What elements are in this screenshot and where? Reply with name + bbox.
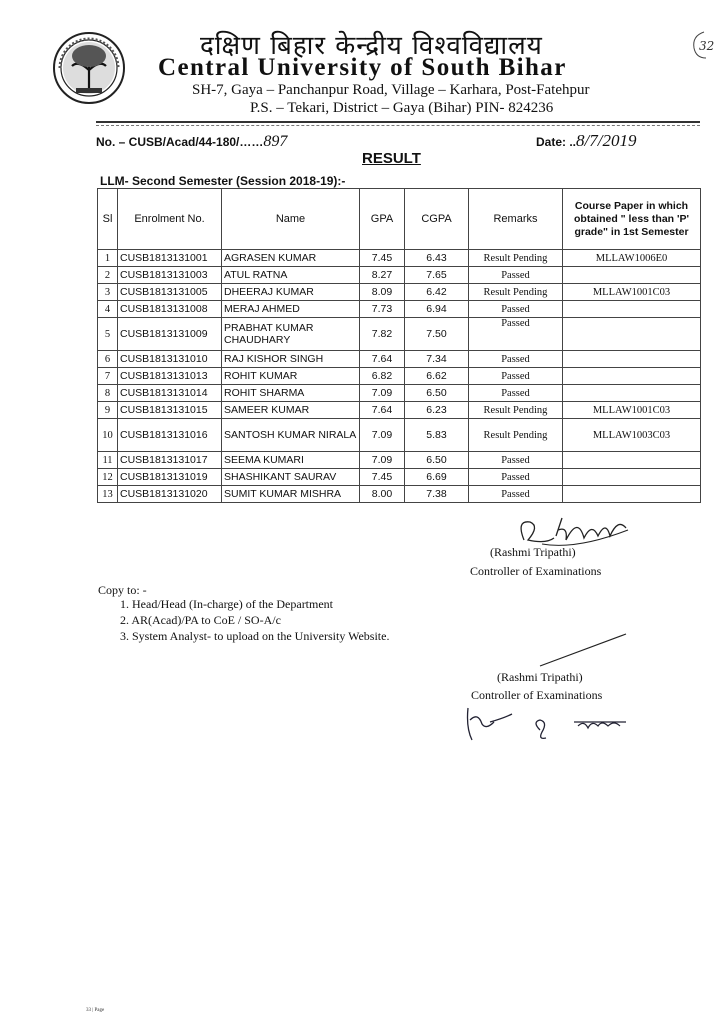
cell-enrolment: CUSB1813131016 (118, 419, 222, 452)
header-gpa: GPA (360, 189, 405, 250)
cell-sl: 5 (98, 318, 118, 351)
cell-gpa: 7.45 (360, 469, 405, 486)
cell-gpa: 8.27 (360, 267, 405, 284)
copy-to-list (120, 596, 389, 644)
header-enrolment: Enrolment No. (118, 189, 222, 250)
cell-cgpa: 6.69 (405, 469, 469, 486)
cell-remarks: Passed (469, 318, 563, 351)
corner-mark-text: 32 (699, 39, 715, 53)
cell-sl: 6 (98, 351, 118, 368)
header-divider (96, 121, 700, 123)
cell-remarks: Passed (469, 452, 563, 469)
cell-remarks: Result Pending (469, 284, 563, 301)
address-line-2: P.S. – Tekari, District – Gaya (Bihar) PIN- 824236 (250, 100, 554, 116)
cell-gpa: 7.45 (360, 250, 405, 267)
signatory-designation-2: Controller of Examinations (471, 688, 603, 702)
cell-remarks: Passed (469, 486, 563, 503)
reference-prefix: No. – CUSB/Acad/44-180/…… (96, 135, 264, 149)
signatory-designation: Controller of Examinations (470, 564, 602, 578)
list-item: 2. AR(Acad)/PA to CoE / SO-A/c (120, 613, 281, 627)
cell-course-paper (563, 486, 701, 503)
table-row (98, 452, 701, 469)
cell-enrolment: CUSB1813131010 (118, 351, 222, 368)
table-row (98, 250, 701, 267)
cell-name: SHASHIKANT SAURAV (222, 469, 360, 486)
cell-gpa: 6.82 (360, 368, 405, 385)
header-course-paper: Course Paper in which obtained " less than 'P' grade" in 1st Semester (563, 189, 701, 250)
handwritten-page-number (690, 30, 720, 60)
cell-gpa: 7.09 (360, 452, 405, 469)
cell-sl: 9 (98, 402, 118, 419)
cell-enrolment: CUSB1813131013 (118, 368, 222, 385)
cell-sl: 7 (98, 368, 118, 385)
cell-enrolment: CUSB1813131015 (118, 402, 222, 419)
address-line-1: SH-7, Gaya – Panchanpur Road, Village – Karhara, Post-Fatehpur (192, 82, 590, 98)
reference-handwritten-number: 897 (263, 133, 288, 150)
cell-cgpa: 7.65 (405, 267, 469, 284)
signatory-name: (Rashmi Tripathi) (490, 545, 576, 559)
cell-course-paper (563, 267, 701, 284)
cell-course-paper: MLLAW1001C03 (563, 402, 701, 419)
cell-remarks: Result Pending (469, 419, 563, 452)
cell-name: SANTOSH KUMAR NIRALA (222, 419, 360, 452)
cell-cgpa: 6.43 (405, 250, 469, 267)
cell-cgpa: 6.50 (405, 452, 469, 469)
cell-enrolment: CUSB1813131005 (118, 284, 222, 301)
cell-gpa: 7.64 (360, 351, 405, 368)
cell-gpa: 7.73 (360, 301, 405, 318)
cell-sl: 3 (98, 284, 118, 301)
date-handwritten: 8/7/2019 (576, 131, 637, 150)
result-table (97, 188, 701, 503)
cell-sl: 11 (98, 452, 118, 469)
cell-remarks: Passed (469, 351, 563, 368)
cell-remarks: Passed (469, 368, 563, 385)
university-name-english: Central University of South Bihar (158, 54, 567, 81)
cell-name: AGRASEN KUMAR (222, 250, 360, 267)
copy-to-label: Copy to: - (98, 583, 147, 597)
header-divider-dotted (96, 125, 700, 126)
table-row (98, 318, 701, 351)
cell-cgpa: 5.83 (405, 419, 469, 452)
page-title: RESULT (362, 150, 421, 167)
table-row (98, 486, 701, 503)
cell-enrolment: CUSB1813131009 (118, 318, 222, 351)
cell-gpa: 7.82 (360, 318, 405, 351)
cell-gpa: 8.00 (360, 486, 405, 503)
list-item: 1. Head/Head (In-charge) of the Department (120, 597, 334, 611)
cell-cgpa: 7.34 (405, 351, 469, 368)
university-name-hindi: दक्षिण बिहार केन्द्रीय विश्वविद्यालय (200, 31, 543, 61)
header-cgpa: CGPA (405, 189, 469, 250)
initials-scribble (460, 700, 640, 750)
cell-course-paper (563, 469, 701, 486)
header-name: Name (222, 189, 360, 250)
cell-remarks: Result Pending (469, 250, 563, 267)
cell-name: ATUL RATNA (222, 267, 360, 284)
cell-name: ROHIT KUMAR (222, 368, 360, 385)
cell-gpa: 7.64 (360, 402, 405, 419)
table-row (98, 469, 701, 486)
cell-name: SUMIT KUMAR MISHRA (222, 486, 360, 503)
cell-enrolment: CUSB1813131008 (118, 301, 222, 318)
header-remarks: Remarks (469, 189, 563, 250)
cell-name: MERAJ AHMED (222, 301, 360, 318)
cell-course-paper (563, 385, 701, 402)
cell-enrolment: CUSB1813131017 (118, 452, 222, 469)
cell-remarks: Passed (469, 267, 563, 284)
list-item: 3. System Analyst- to upload on the University Website. (120, 629, 390, 643)
cell-cgpa: 6.50 (405, 385, 469, 402)
table-row (98, 301, 701, 318)
cell-sl: 4 (98, 301, 118, 318)
cell-sl: 12 (98, 469, 118, 486)
cell-cgpa: 7.38 (405, 486, 469, 503)
cell-course-paper (563, 351, 701, 368)
cell-name: SEEMA KUMARI (222, 452, 360, 469)
cell-name: SAMEER KUMAR (222, 402, 360, 419)
cell-course-paper (563, 318, 701, 351)
cell-name: DHEERAJ KUMAR (222, 284, 360, 301)
cell-remarks: Passed (469, 385, 563, 402)
signature-stroke (538, 630, 628, 670)
page-footer: 33 | Page (86, 1008, 105, 1013)
cell-enrolment: CUSB1813131020 (118, 486, 222, 503)
cell-enrolment: CUSB1813131019 (118, 469, 222, 486)
table-row (98, 284, 701, 301)
cell-remarks: Passed (469, 469, 563, 486)
table-row (98, 402, 701, 419)
table-row (98, 419, 701, 452)
cell-cgpa: 6.62 (405, 368, 469, 385)
cell-sl: 1 (98, 250, 118, 267)
table-row (98, 267, 701, 284)
signatory-name-2: (Rashmi Tripathi) (497, 670, 583, 684)
cell-name: RAJ KISHOR SINGH (222, 351, 360, 368)
table-row (98, 368, 701, 385)
cell-sl: 2 (98, 267, 118, 284)
cell-gpa: 7.09 (360, 385, 405, 402)
cell-course-paper (563, 452, 701, 469)
cell-cgpa: 7.50 (405, 318, 469, 351)
cell-sl: 13 (98, 486, 118, 503)
cell-sl: 10 (98, 419, 118, 452)
cell-cgpa: 6.23 (405, 402, 469, 419)
table-header-row (98, 189, 701, 250)
cell-course-paper (563, 301, 701, 318)
document-date (536, 131, 636, 151)
cell-sl: 8 (98, 385, 118, 402)
table-row (98, 351, 701, 368)
cell-name: PRABHAT KUMAR CHAUDHARY (222, 318, 360, 351)
reference-number (96, 133, 287, 151)
cell-remarks: Passed (469, 301, 563, 318)
cell-enrolment: CUSB1813131001 (118, 250, 222, 267)
cell-gpa: 7.09 (360, 419, 405, 452)
cell-enrolment: CUSB1813131014 (118, 385, 222, 402)
cell-remarks: Result Pending (469, 402, 563, 419)
cell-course-paper: MLLAW1001C03 (563, 284, 701, 301)
cell-course-paper: MLLAW1006E0 (563, 250, 701, 267)
table-row (98, 385, 701, 402)
cell-enrolment: CUSB1813131003 (118, 267, 222, 284)
cell-cgpa: 6.94 (405, 301, 469, 318)
cell-name: ROHIT SHARMA (222, 385, 360, 402)
date-label: Date: .. (536, 135, 577, 149)
header-sl: Sl (98, 189, 118, 250)
cell-gpa: 8.09 (360, 284, 405, 301)
session-line: LLM- Second Semester (Session 2018-19):- (100, 174, 346, 188)
university-logo (52, 30, 126, 106)
cell-cgpa: 6.42 (405, 284, 469, 301)
cell-course-paper: MLLAW1003C03 (563, 419, 701, 452)
cell-course-paper (563, 368, 701, 385)
